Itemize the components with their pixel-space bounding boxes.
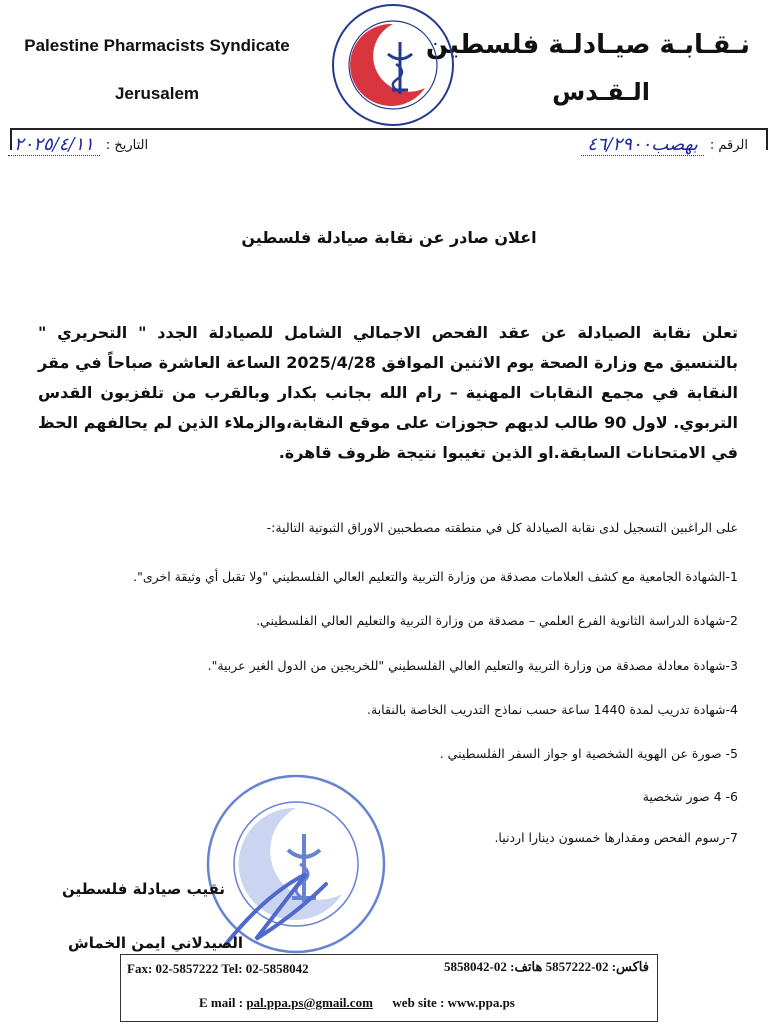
announcement-body: تعلن نقابة الصيادلة عن عقد الفحص الاجمالي الشامل للصيادلة الجدد " التحريري " بالتنسيق مع وزارة الصحة يوم الاثنين الموافق 2025/4/28 الساعة العاشرة صباحاً في مقر النقابة في مجمع النقابات المهنية – رام الله بجانب بكدار وبالقرب من تلفزيون القدس التربوي. لاول 90 طالب لديهم حجوزات على موقع النقابة،والزملاء الذين لم يحالفهم الحظ في الامتحانات السابقة.او الذين تغيبوا نتيجة ظروف قاهرة. bbox=[38, 323, 738, 462]
contact-footer bbox=[120, 954, 658, 1022]
city-name-en: Jerusalem bbox=[114, 84, 200, 103]
announcement-heading: اعلان صادر عن نقابة صيادلة فلسطين bbox=[241, 228, 537, 247]
email-link[interactable]: pal.ppa.ps@gmail.com bbox=[246, 995, 373, 1010]
syndicate-logo bbox=[330, 2, 456, 128]
date-value: ٢٠٢٥/٤/١١ bbox=[8, 134, 100, 156]
date-label: التاريخ : bbox=[105, 137, 149, 153]
requirement-item: 6- 4 صور شخصية bbox=[642, 789, 738, 804]
fax-tel-ar: فاكس: 02-5857222 هاتف: 02-5858042 bbox=[444, 959, 649, 974]
city-name-ar: الـقـدس bbox=[552, 78, 650, 106]
org-name-en: Palestine Pharmacists Syndicate bbox=[24, 36, 290, 55]
header-rule bbox=[10, 128, 768, 130]
signatory-name: الصيدلاني ايمن الخماش bbox=[68, 934, 244, 952]
requirement-item: 3-شهادة معادلة مصدقة من وزارة التربية والتعليم العالي الفلسطيني "للخريجين من الدول الغير عربية". bbox=[207, 658, 738, 673]
requirement-item: 7-رسوم الفحص ومقدارها خمسون دينارا اردنيا. bbox=[494, 830, 738, 845]
requirement-item: 1-الشهادة الجامعية مع كشف العلامات مصدقة من وزارة التربية والتعليم العالي الفلسطيني "ولا تقبل أي وثيقة اخرى". bbox=[133, 569, 738, 584]
website-label: web site : bbox=[392, 995, 445, 1010]
reference-number bbox=[581, 134, 748, 156]
rule-tick-right bbox=[766, 128, 768, 150]
date bbox=[8, 134, 148, 156]
reference-value: بهصب٤٦/٢٩٠٠ bbox=[581, 134, 704, 156]
requirement-item: 4-شهادة تدريب لمدة 1440 ساعة حسب نماذج التدريب الخاصة بالنقابة. bbox=[367, 702, 738, 717]
email-website-line bbox=[199, 995, 515, 1011]
signatory-title: نقيب صيادلة فلسطين bbox=[62, 880, 225, 898]
requirement-item: 5- صورة عن الهوية الشخصية او جواز السفر الفلسطيني . bbox=[439, 746, 738, 761]
reference-label: الرقم : bbox=[709, 137, 748, 153]
website-link[interactable]: www.ppa.ps bbox=[447, 995, 515, 1010]
fax-tel-en: Fax: 02-5857222 Tel: 02-5858042 bbox=[127, 961, 309, 976]
requirement-item: 2-شهادة الدراسة الثانوية الفرع العلمي – مصدقة من وزارة التربية والتعليم العالي الفلسطيني. bbox=[256, 613, 738, 628]
org-name-ar: نـقـابـة صيـادلـة فلسطين bbox=[425, 30, 750, 60]
email-label: E mail : bbox=[199, 995, 244, 1010]
requirements-intro: على الراغبين التسجيل لدى نقابة الصيادلة كل في منطقته مصطحبين الاوراق الثبوتية التالية:- bbox=[266, 520, 738, 535]
